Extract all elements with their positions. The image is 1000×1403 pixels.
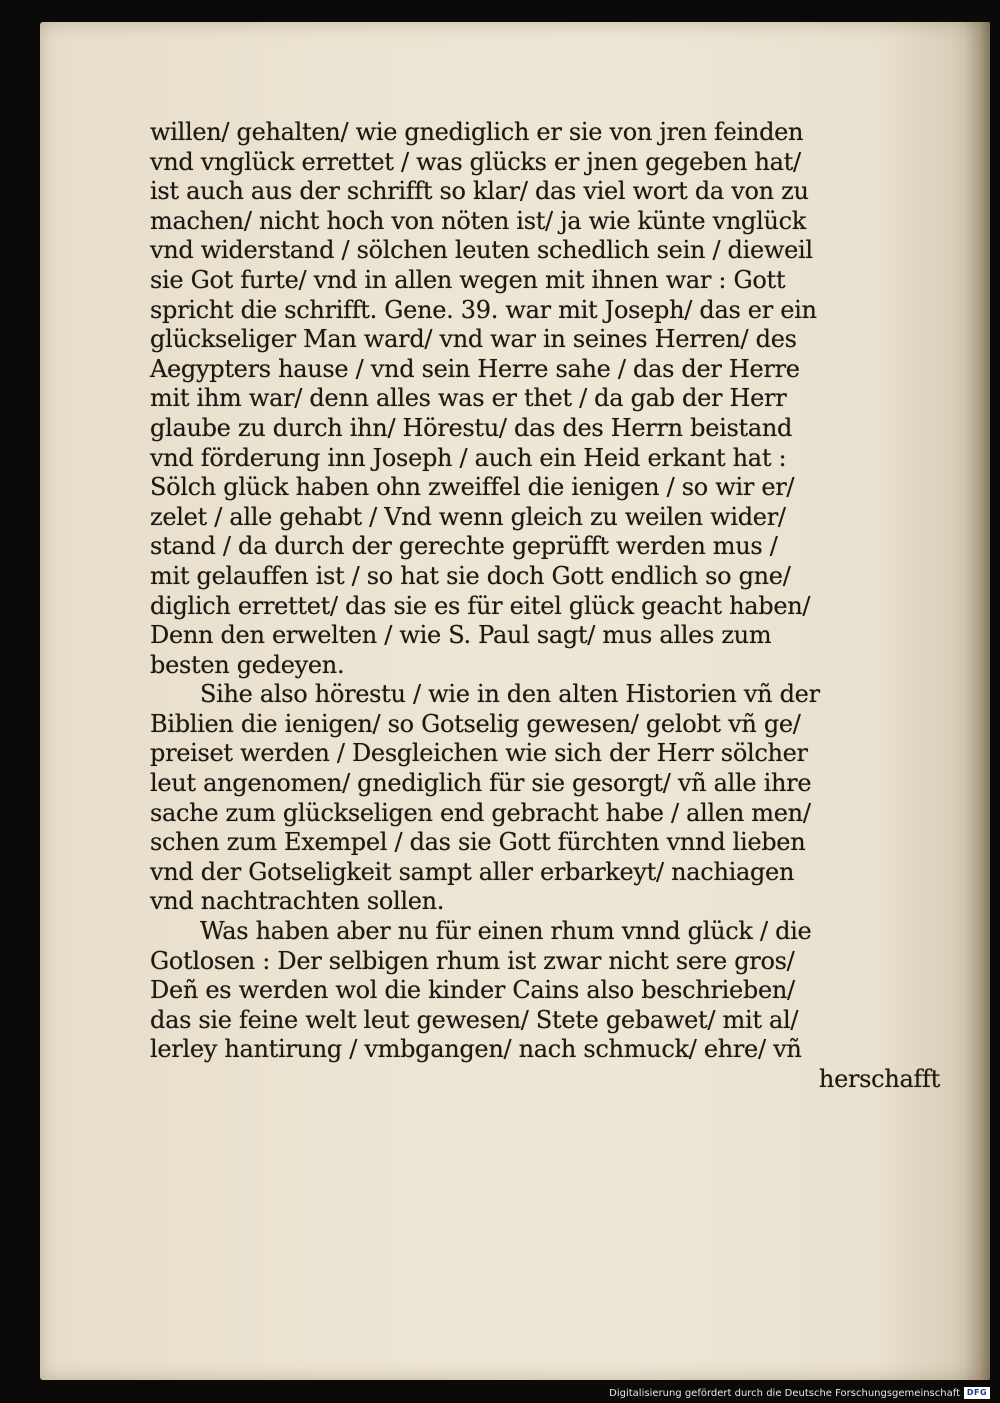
text-line: mit ihm war/ denn alles was er thet / da gab der Herr bbox=[150, 384, 787, 413]
text-line: vnd der Gotseligkeit sampt aller erbarkeyt/ nachiagen bbox=[150, 857, 795, 886]
text-line: preiset werden / Desgleichen wie sich der Herr sölcher bbox=[150, 739, 808, 768]
text-line: Denn den erwelten / wie S. Paul sagt/ mus alles zum bbox=[150, 621, 772, 650]
text-line: glaube zu durch ihn/ Hörestu/ das des Herrn beistand bbox=[150, 413, 793, 442]
text-line: lerley hantirung / vmbgangen/ nach schmuck/ ehre/ vñ bbox=[150, 1035, 802, 1064]
text-line: spricht die schrifft. Gene. 39. war mit Joseph/ das er ein bbox=[150, 295, 817, 324]
text-line: Deñ es werden wol die kinder Cains also beschrieben/ bbox=[150, 976, 795, 1005]
page-edge-shadow bbox=[964, 22, 990, 1380]
text-line: das sie feine welt leut gewesen/ Stete gebawet/ mit al/ bbox=[150, 1005, 799, 1034]
text-line: vnd förderung inn Joseph / auch ein Heid erkant hat : bbox=[150, 443, 787, 472]
catchword: herschafft bbox=[818, 1065, 940, 1093]
text-line: willen/ gehalten/ wie gnediglich er sie von jren feinden bbox=[150, 118, 804, 146]
text-line: sache zum glückseligen end gebracht habe / allen men/ bbox=[150, 798, 811, 827]
text-line: sie Got furte/ vnd in allen wegen mit ihnen war : Gott bbox=[150, 265, 786, 294]
text-line: ist auch aus der schrifft so klar/ das viel wort da von zu bbox=[150, 177, 809, 206]
text-line: zelet / alle gehabt / Vnd wenn gleich zu weilen wider/ bbox=[150, 502, 786, 531]
text-line: Was haben aber nu für einen rhum vnnd glück / die bbox=[200, 917, 812, 946]
text-line: Sihe also hörestu / wie in den alten Historien vñ der bbox=[200, 680, 820, 709]
dfg-logo-icon: DFG bbox=[964, 1387, 990, 1399]
text-line: stand / da durch der gerechte geprüfft werden mus / bbox=[150, 532, 778, 561]
text-line: glückseliger Man ward/ vnd war in seines Herren/ des bbox=[150, 325, 797, 354]
text-line: Aegypters hause / vnd sein Herre sahe / das der Herre bbox=[150, 354, 800, 383]
text-line: besten gedeyen. bbox=[150, 650, 345, 679]
text-line: vnd nachtrachten sollen. bbox=[150, 887, 445, 916]
text-line: schen zum Exempel / das sie Gott fürchten vnnd lieben bbox=[150, 828, 806, 857]
text-line: diglich errettet/ das sie es für eitel glück geacht haben/ bbox=[150, 591, 811, 620]
text-line: Gotlosen : Der selbigen rhum ist zwar nicht sere gros/ bbox=[150, 946, 795, 975]
funding-credit: Digitalisierung gefördert durch die Deutsche Forschungsgemeinschaft bbox=[609, 1388, 960, 1399]
text-line: Sölch glück haben ohn zweiffel die ienigen / so wir er/ bbox=[150, 473, 795, 502]
text-line: machen/ nicht hoch von nöten ist/ ja wie künte vnglück bbox=[150, 206, 807, 235]
text-line: leut angenomen/ gnediglich für sie gesorgt/ vñ alle ihre bbox=[150, 769, 812, 798]
text-line: mit gelauffen ist / so hat sie doch Gott endlich so gne/ bbox=[150, 561, 791, 590]
text-line: vnd widerstand / sölchen leuten schedlich sein / dieweil bbox=[150, 236, 813, 265]
body-text bbox=[150, 118, 940, 1095]
text-line: Biblien die ienigen/ so Gotselig gewesen/ gelobt vñ ge/ bbox=[150, 709, 801, 738]
text-line: vnd vnglück errettet / was glücks er jnen gegeben hat/ bbox=[150, 147, 801, 176]
